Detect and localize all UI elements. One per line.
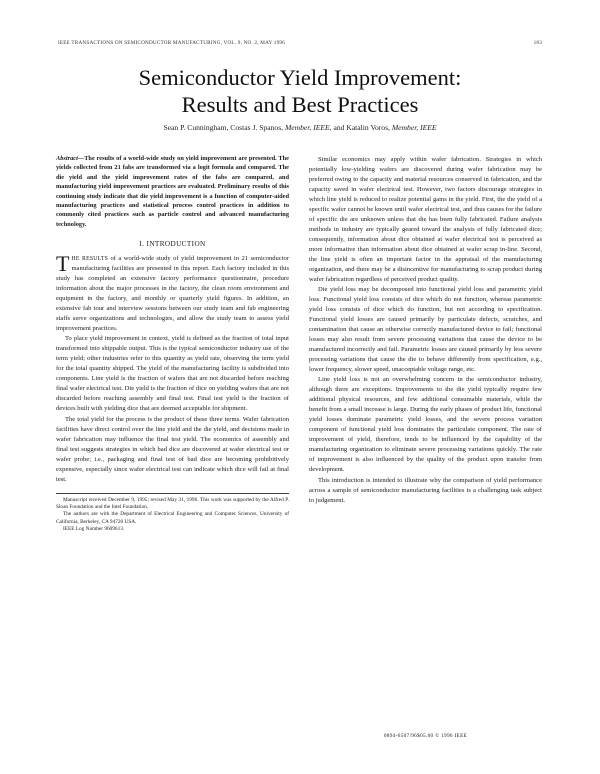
title-line-1: Semiconductor Yield Improvement: xyxy=(138,65,462,90)
intro-small-caps: HE RESULTS xyxy=(71,256,109,263)
drop-cap: T xyxy=(56,251,70,277)
right-column xyxy=(309,155,542,506)
author-line xyxy=(0,123,600,132)
right-paragraph-4: This introduction is intended to illustrate why the comparison of yield performance across a sample of semiconductor manufacturing facilities is a challenging task subject to judgement. xyxy=(309,476,542,504)
abstract-text: The results of a world-wide study on yield improvement are presented. The yields collected from 21 fabs are transformed via a logit formula and compared. The die yield and the yield improvement rates of the fabs are compared, and manufacturing yield improvement practices are evaluated. Preliminary results of this continuing study indicate that die yield improvement is a function of computer-aided manufacturing practices and statistical process control practices in addition to commonly cited practices such as particle control and advanced manufacturing technology. xyxy=(56,155,289,228)
intro-paragraph-1 xyxy=(56,251,289,334)
journal-name: IEEE TRANSACTIONS ON SEMICONDUCTOR MANUFACTURING, VOL. 9, NO. 2, MAY 1996 xyxy=(58,40,285,46)
footnote-affiliation: The authors are with the Department of Electrical Engineering and Computer Sciences, University of California, Berkeley, CA 94720 USA. xyxy=(56,511,289,525)
title-line-2: Results and Best Practices xyxy=(181,92,419,117)
paper-title xyxy=(0,64,600,118)
intro-paragraph-1-text: of a world-wide study of yield improvement in 21 semiconductor manufacturing facilities are presented in this report. Each factory included in this study has completed an extensive factory performance questionnaire, procedure information about the major processes in the factory, the clean room environment and equipment in the factory, and monthly or quarterly yield figures. In addition, an extensive fab tour and interview sessions between our study team and fab engineering staffs serve organizations and technologies, and allow the study team to assess yield improvement practices. xyxy=(56,255,289,333)
author-1: Sean P. Cunningham, Costas J. Spanos, xyxy=(163,123,284,132)
author-1-role: Member, IEEE, xyxy=(284,123,332,132)
footnote-log-number: IEEE Log Number 9609613. xyxy=(63,526,125,533)
right-paragraph-1: Similar economics may apply within wafer fabrication. Strategies in which potentially low-yielding wafers are discovered during wafer fabrication may be preferred owing to the capacity and material resources conserved in fabrication, and the capacity saved in wafer electrical test. However, two factors discourage strategies in which line yield is reduced to realize potential gains in the yield. First, the die yield of a specific wafer cannot be known until wafer electrical test, and thus causes for the failure of specific die are unknown unless that die has been fully fabricated. Failure analysis methods in industry are typically geared toward the analysis of fully fabricated dice; consequently, information about dice obtained at wafer electrical test is perceived as more informative than information about dice obtained at wafer scrap in-line. Second, the line yield is often an important factor in the appraisal of the manufacturing organization, and there may be a disincentive for manufacturing to scrap product during wafer fabrication regardless of perceived product quality. xyxy=(309,156,542,284)
author-2: and Katalin Voros, xyxy=(333,123,390,132)
abstract xyxy=(56,154,289,229)
intro-paragraph-2: To place yield improvement in context, yield is defined as the fraction of total input transformed into shippable output. This is the typical semiconductor industry use of the term yield; other industries refer to this quantity as yield rate, observing the term yield for the total quantity shipped. The yield of the manufacturing facility is subdivided into components. Line yield is the fraction of wafers that are not discarded before reaching final wafer electrical test. Die yield is the fraction of dice on yielding wafers that are not discarded before reaching assembly and final test. Final test yield is the fraction of devices built with yielding dice that are deemed acceptable for shipment. xyxy=(56,335,289,413)
right-paragraph-2: Die yield loss may be decomposed into functional yield loss and parametric yield loss. Functional yield loss consists of dice which do not function, whereas parametric yield loss consists of dice which do function, but not according to specification. Functional yield losses are caused primarily by particulate defects, scratches, and contamination that cause an otherwise correctly manufactured device to fail; functional losses may also result from severe processing variations that cause the device to be manufactured incorrectly and fail. Parametric losses are caused primarily by less severe processing variations that cause the die to behave differently from specification, e.g., lower frequency, slower speed, unacceptable voltage range, etc. xyxy=(309,286,542,374)
section-heading-introduction: I. INTRODUCTION xyxy=(139,240,206,249)
author-2-role: Member, IEEE xyxy=(391,123,437,132)
right-paragraph-3: Line yield loss is not an overwhelming concern in the semiconductor industry, although there are exceptions. Improvements to the die yield typically require few additional physical resources, and few additional consumable materials, while the benefit from a small increase is large. During the early phases of product life, functional yield losses dominate parametric yield losses, and the severe process variation component of functional yield loss dominates the particulate component. The rate of improvement of yield, therefore, tends to be influenced by the capability of the manufacturing organization to eliminate severe processing variations quickly. The rate of improvement is also influenced by the quality of the product upon transfer from development. xyxy=(309,376,542,474)
running-header xyxy=(58,40,542,46)
page-number: 183 xyxy=(533,40,542,46)
footnote-rule xyxy=(56,493,289,494)
left-column xyxy=(56,154,289,534)
copyright-code: 0894-6507/96$05.00 © 1996 IEEE xyxy=(383,733,468,739)
abstract-label: Abstract— xyxy=(56,155,85,162)
intro-paragraph-3: The total yield for the process is the product of these three terms. Wafer fabrication facilities have direct control over the line yield and the die yield, and decisions made in wafer fabrication may influence the final test yield. The economics of assembly and final test suggests strategies in which bad dice are discovered at wafer electrical test or wafer probe; i.e., packaging and final test of bad dice are becoming prohibitively expensive, especially since wafer electrical test can indicate which dice will fail at final test. xyxy=(56,415,289,483)
footnote-manuscript: Manuscript received December 9, 1995; revised May 31, 1996. This work was supported by the Alfred P. Sloan Foundation and the Intel Foundation. xyxy=(56,496,289,511)
